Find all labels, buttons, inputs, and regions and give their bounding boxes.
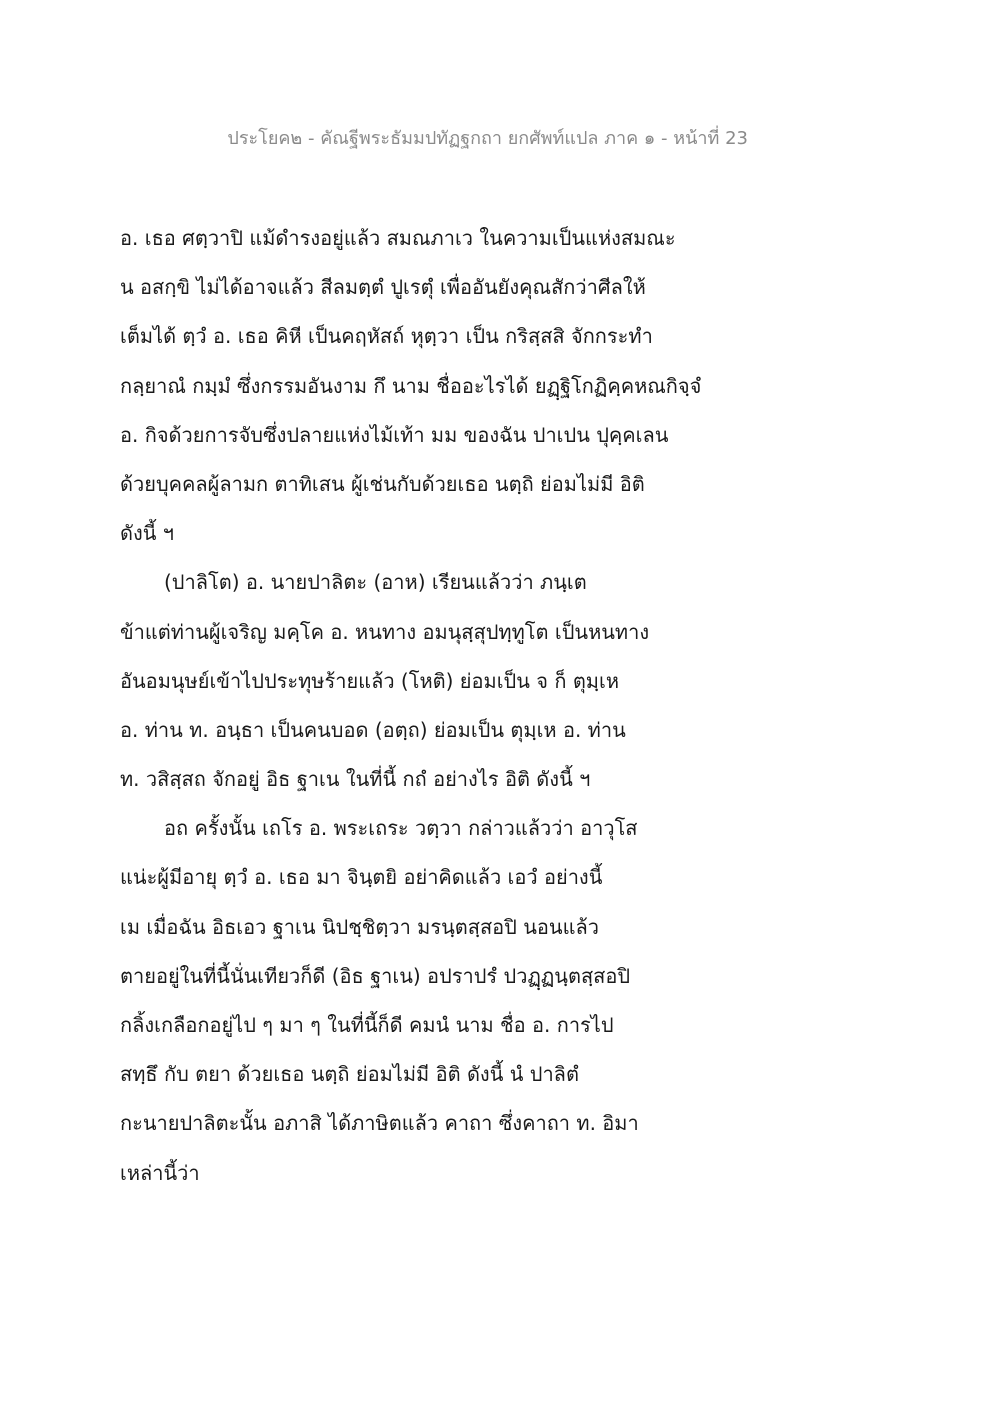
text-line-6: ด้วยบุคคลผู้ลามก ตาทิเสน ผู้เช่นกับด้วยเธอ นตฺถิ ย่อมไม่มี อิติ xyxy=(120,471,645,496)
text-line-19: กะนายปาลิตะนั้น อภาสิ ได้ภาษิตแล้ว คาถา ซึ่งคาถา ท. อิมา xyxy=(120,1111,639,1136)
text-line-5: อ. กิจด้วยการจับซึ่งปลายแห่งไม้เท้า มม ของฉัน ปาเปน ปุคฺคเลน xyxy=(120,422,669,447)
text-line-15: เม เมื่อฉัน อิธเอว ฐาเน นิปชฺชิตฺวา มรนฺตสฺสอปิ นอนแล้ว xyxy=(120,914,599,939)
text-line-1: อ. เธอ ศตฺวาปิ แม้ดำรงอยู่แล้ว สมณภาเว ในความเป็นแห่งสมณะ xyxy=(120,226,676,250)
running-header: ประโยค๒ - คัณฐีพระธัมมปทัฏฐกถา ยกศัพท์แปล ภาค ๑ - หน้าที่ 23 xyxy=(227,128,748,149)
body-text xyxy=(120,214,740,1198)
text-line-8: (ปาลิโต) อ. นายปาลิตะ (อาห) เรียนแล้วว่า ภนฺเต xyxy=(164,570,587,595)
text-line-13: อถ ครั้งนั้น เถโร อ. พระเถระ วตฺวา กล่าวแล้วว่า อาวุโส xyxy=(164,816,638,841)
text-line-12: ท. วสิสฺสถ จักอยู่ อิธ ฐาเน ในที่นี้ กถํ อย่างไร อิติ ดังนี้ ฯ xyxy=(120,767,591,792)
text-line-9: ข้าแต่ท่านผู้เจริญ มคฺโค อ. หนทาง อมนุสฺสุปทฺทูโต เป็นหนทาง xyxy=(120,619,650,644)
text-line-16: ตายอยู่ในที่นี้นั่นเทียวก็ดี (อิธ ฐาเน) อปราปรํ ปวฏฺฏนฺตสฺสอปิ xyxy=(120,963,631,988)
text-line-3: เต็มได้ ตฺวํ อ. เธอ คิหี เป็นคฤหัสถ์ หุตฺวา เป็น กริสฺสสิ จักกระทำ xyxy=(120,324,653,349)
text-line-11: อ. ท่าน ท. อนฺธา เป็นคนบอด (อตฺถ) ย่อมเป็น ตุมฺเห อ. ท่าน xyxy=(120,717,626,742)
text-line-10: อันอมนุษย์เข้าไปประทุษร้ายแล้ว (โหติ) ย่อมเป็น จ ก็ ตุมฺเห xyxy=(120,668,620,693)
text-line-7: ดังนี้ ฯ xyxy=(120,521,175,546)
text-line-18: สทฺธึ กับ ตยา ด้วยเธอ นตฺถิ ย่อมไม่มี อิติ ดังนี้ นํ ปาลิตํ xyxy=(120,1062,579,1087)
text-line-17: กลิ้งเกลือกอยู่ไป ๆ มา ๆ ในที่นี้ก็ดี คมนํ นาม ชื่อ อ. การไป xyxy=(120,1013,614,1037)
text-line-14: แน่ะผู้มีอายุ ตฺวํ อ. เธอ มา จินฺตยิ อย่าคิดแล้ว เอวํ อย่างนี้ xyxy=(120,865,603,890)
text-line-4: กลฺยาณํ กมฺมํ ซึ่งกรรมอันงาม กึ นาม ชื่ออะไรได้ ยฏฺฐิโกฏิคฺคหณกิจฺจํ xyxy=(120,373,702,398)
text-line-20: เหล่านี้ว่า xyxy=(120,1160,200,1185)
text-line-2: น อสกฺขิ ไม่ได้อาจแล้ว สีลมตฺตํ ปูเรตุํ เพื่ออันยังคุณสักว่าศีลให้ xyxy=(120,275,646,300)
